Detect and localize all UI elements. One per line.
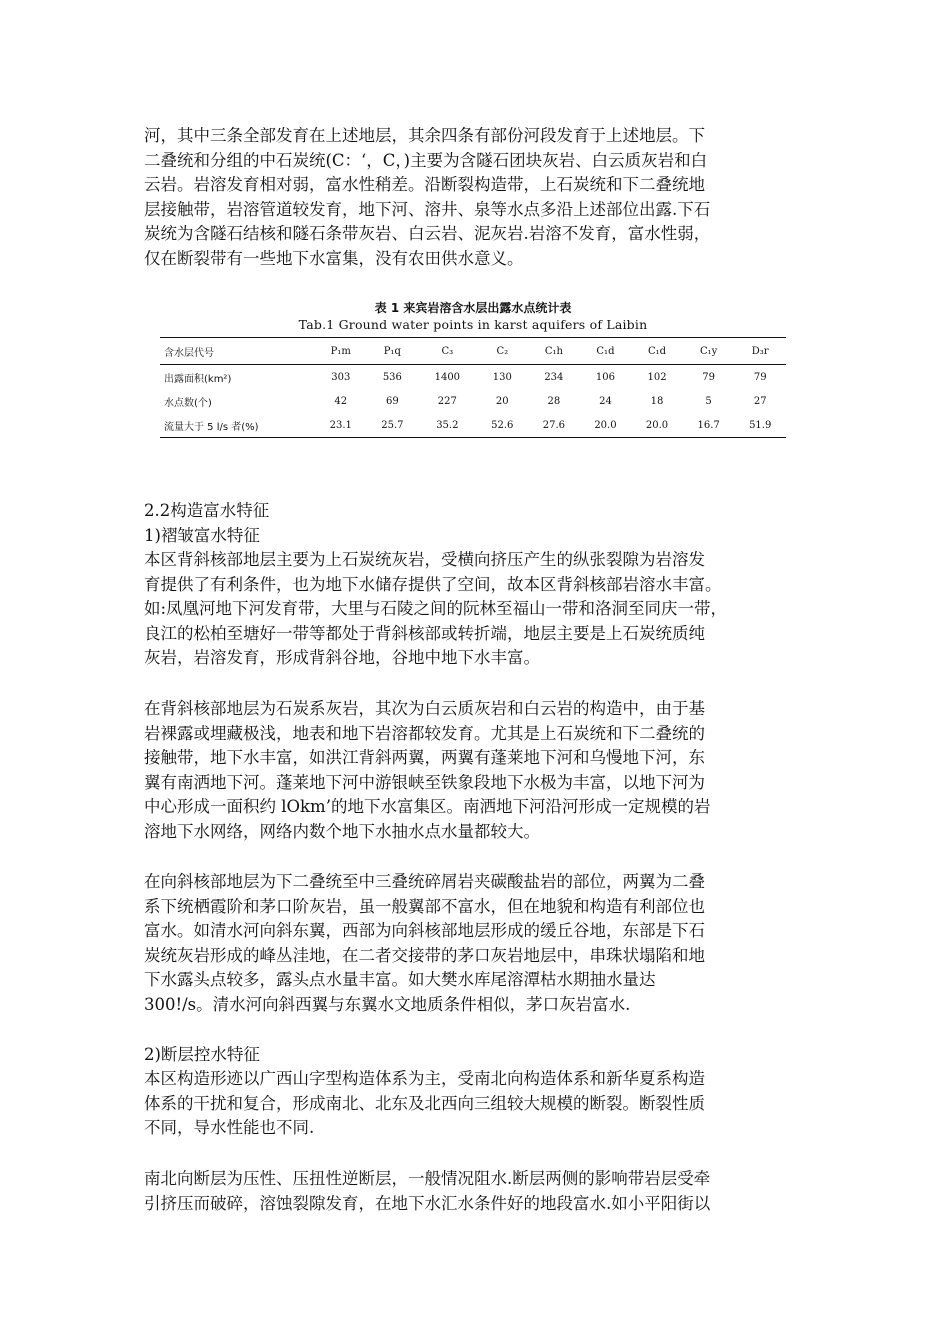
header-cell: 含水层代号 [160, 338, 315, 365]
table-row [160, 413, 786, 438]
fold-paragraph-3 [144, 870, 834, 1017]
table-cell: 303 [331, 371, 351, 383]
subsection-heading: 1)褶皱富水特征 [144, 525, 260, 545]
table-cell: 23.1 [329, 419, 352, 431]
text-line: 本区背斜核部地层主要为上石炭统灰岩，受横向挤压产生的纵张裂隙为岩溶发 [144, 550, 705, 569]
text-line: 翼有南洒地下河。蓬莱地下河中游银峡至铁象段地下水极为丰富，以地下河为 [144, 772, 705, 792]
table-cell: 79 [702, 371, 715, 383]
text-line: 育提供了有利条件，也为地下水储存提供了空间，故本区背斜核部岩溶水丰富。 [144, 574, 722, 594]
table-cell: 20 [495, 395, 509, 407]
table-cell: 18 [650, 395, 664, 407]
header-cell: C₁h [528, 338, 580, 365]
text-line: 在背斜核部地层为石炭系灰岩，其次为白云质灰岩和白云岩的构造中，由于基 [144, 699, 705, 718]
text-line: 接触带，地下水丰富，如洪江背斜两翼，两翼有蓬莱地下河和乌慢地下河，东 [144, 748, 705, 767]
fold-paragraph-1 [144, 548, 834, 671]
text-line: 炭统灰岩形成的峰丛洼地，在二者交接带的茅口灰岩地层中，串珠状塌陷和地 [144, 945, 705, 965]
table-cell: 27.6 [542, 419, 565, 431]
text-line: 二叠统和分组的中石炭统(C：‘，C，)主要为含隧石团块灰岩、白云质灰岩和白 [144, 150, 708, 170]
header-cell: D₃r [734, 338, 786, 365]
fault-paragraph-1 [144, 1067, 834, 1141]
table-cell: 35.2 [436, 419, 459, 431]
table-title-en: Tab.1 Ground water points in karst aquifers of Laibin [298, 317, 648, 332]
text-line: 中心形成一面积约 lOkm’的地下水富集区。南洒地下河沿河形成一定规模的岩 [144, 797, 711, 816]
text-line: 河，其中三条全部发育在上述地层，其余四条有部份河段发育于上述地层。下 [144, 126, 705, 145]
table-row [160, 389, 786, 413]
table-cell: 24 [599, 395, 612, 407]
header-cell: P₁m [315, 338, 367, 365]
table-cell: 20.0 [645, 419, 669, 431]
text-line: 体系的干扰和复合，形成南北、北东及北西向三组较大规模的断裂。断裂性质 [144, 1093, 705, 1113]
table-header-row [160, 338, 786, 365]
row-label: 流量大于 5 l/s 者(%) [164, 421, 259, 433]
table-cell: 102 [647, 371, 667, 383]
header-cell: C₃ [418, 338, 476, 365]
table-cell: 27 [753, 395, 767, 407]
table-row [160, 365, 786, 390]
table-cell: 51.9 [749, 419, 772, 431]
section-heading: 2.2构造富水特征 [144, 501, 270, 520]
table-cell: 106 [595, 371, 615, 383]
text-line: 炭统为含隧石结核和隧石条带灰岩、白云岩、泥灰岩.岩溶不发育，富水性弱， [144, 224, 711, 243]
table-title-cn: 表 1 来宾岩溶含水层出露水点统计表 [374, 301, 572, 315]
intro-paragraph [144, 124, 824, 271]
table-cell: 25.7 [381, 419, 404, 431]
text-line: 层接触带，岩溶管道较发育，地下河、溶井、泉等水点多沿上述部位出露.下石 [144, 199, 711, 219]
row-label: 出露面积(km²) [164, 373, 232, 385]
table-cell: 20.0 [594, 419, 617, 431]
table-cell: 536 [382, 371, 402, 383]
table-cell: 69 [386, 395, 399, 407]
text-line: 溶地下水网络，网络内数个地下水抽水点水量都较大。 [144, 821, 540, 841]
table-cell: 130 [492, 371, 512, 383]
text-line: 下水露头点较多，露头点水量丰富。如大樊水库尾溶潭枯水期抽水量达 [144, 970, 656, 989]
text-line: 引挤压而破碎，溶蚀裂隙发育，在地下水汇水条件好的地段富水.如小平阳街以 [144, 1193, 711, 1213]
text-line: 云岩。岩溶发育相对弱，富水性稍差。沿断裂构造带，上石炭统和下二叠统地 [144, 175, 705, 194]
text-line: 如:凤凰河地下河发育带，大里与石陵之间的阮林至福山一带和洛洞至同庆一带， [144, 599, 728, 618]
fault-paragraph-2 [144, 1167, 834, 1216]
header-cell: C₁y [683, 338, 735, 365]
text-line: 不同，导水性能也不同. [144, 1118, 315, 1137]
water-points-table [160, 337, 786, 438]
table-cell: 28 [547, 395, 561, 407]
text-line: 南北向断层为压性、压扭性逆断层，一般情况阻水.断层两侧的影响带岩层受牵 [144, 1169, 711, 1188]
text-line: 仅在断裂带有一些地下水富集，没有农田供水意义。 [144, 248, 524, 268]
table-cell: 52.6 [491, 419, 514, 431]
section-heading-block [144, 499, 834, 548]
text-line: 富水。如清水河向斜东翼，西部为向斜核部地层形成的缓丘谷地，东部是下石 [144, 921, 705, 940]
header-cell: P₁q [367, 338, 419, 365]
text-line: 系下统栖霞阶和茅口阶灰岩，虽一般翼部不富水，但在地貌和构造有利部位也 [144, 896, 705, 916]
subsection-heading: 2)断层控水特征 [144, 1045, 260, 1064]
table-cell: 5 [705, 395, 712, 407]
text-line: 岩裸露或埋藏极浅，地表和地下岩溶都较发育。尤其是上石炭统和下二叠统的 [144, 723, 705, 743]
table-cell: 227 [437, 395, 457, 407]
fold-paragraph-2 [144, 697, 834, 844]
header-cell: C₁d [580, 338, 632, 365]
table-cell: 234 [544, 371, 564, 383]
header-cell: C₁d [631, 338, 683, 365]
text-line: 良江的松柏至塘好一带等都处于背斜核部或转折端，地层主要是上石炭统质纯 [144, 623, 705, 643]
table-cell: 1400 [434, 371, 461, 383]
table-cell: 79 [753, 371, 767, 383]
text-line: 灰岩，岩溶发育，形成背斜谷地，谷地中地下水丰富。 [144, 648, 540, 667]
karst-table-figure [160, 299, 786, 438]
text-line: 300!/s。清水河向斜西翼与东翼水文地质条件相似，茅口灰岩富水. [144, 994, 631, 1014]
table-cell: 16.7 [697, 419, 720, 431]
row-label: 水点数(个) [164, 397, 212, 409]
text-line: 在向斜核部地层为下二叠统至中三叠统碎屑岩夹碳酸盐岩的部位，两翼为二叠 [144, 872, 705, 891]
text-line: 本区构造形迹以广西山字型构造体系为主，受南北向构造体系和新华夏系构造 [144, 1069, 705, 1088]
header-cell: C₂ [477, 338, 529, 365]
fault-subsection-heading-block [144, 1043, 834, 1068]
table-cell: 42 [334, 395, 348, 407]
